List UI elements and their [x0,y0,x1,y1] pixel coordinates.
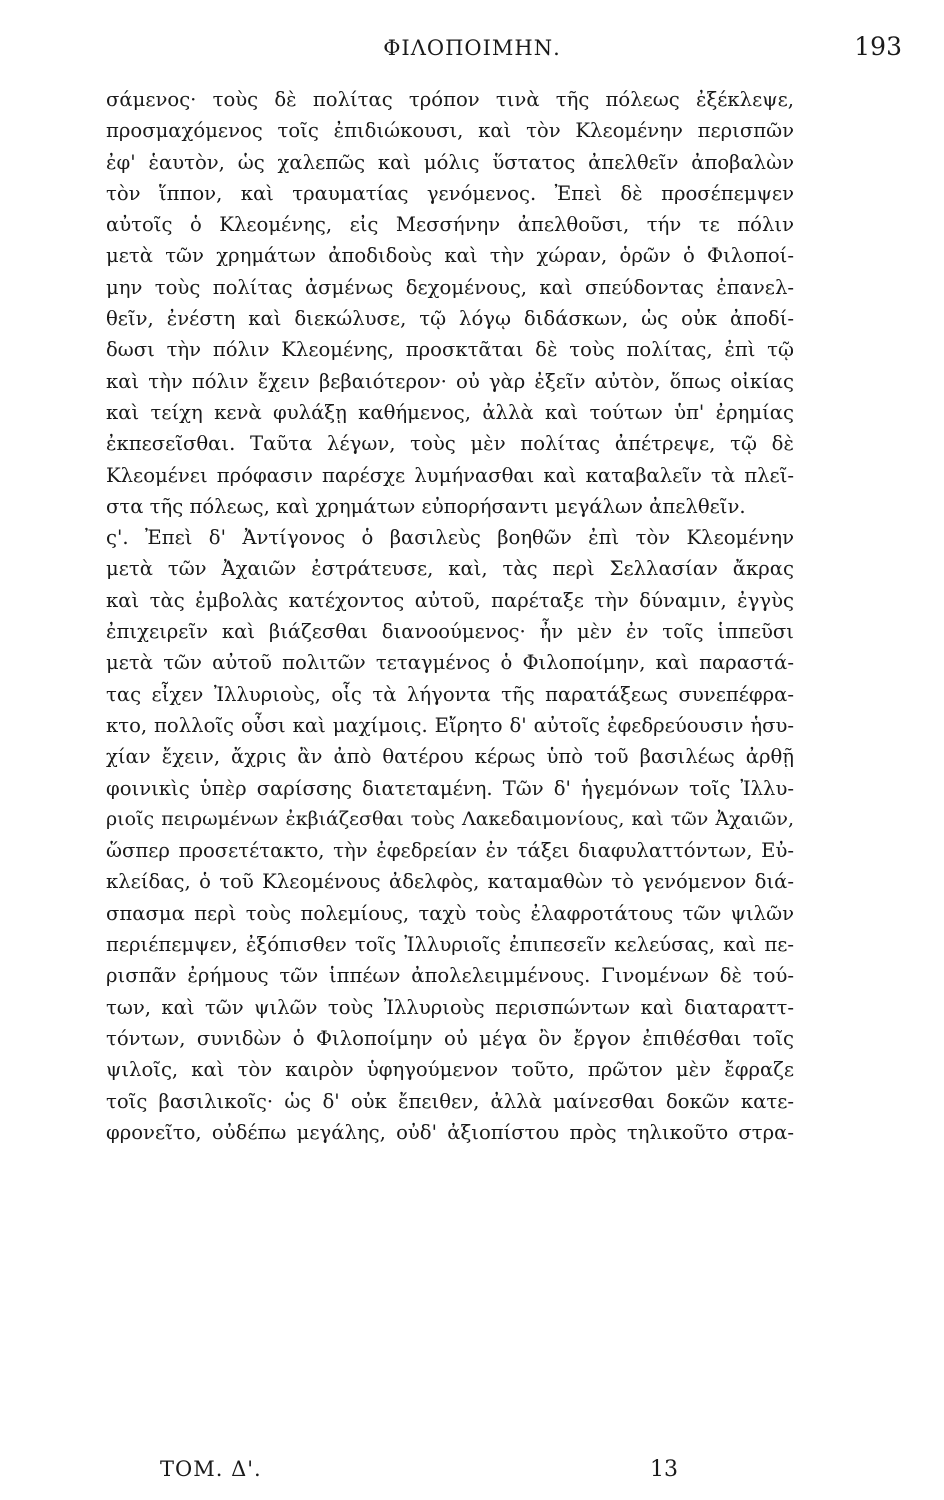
text-line: ριοῖς πειρωμένων ἐκβιάζεσθαι τοὺς Λακεδαιμονίους, καὶ τῶν Ἀχαιῶν, [106,807,794,830]
text-line: καὶ τὰς ἐμβολὰς κατέχοντος αὐτοῦ, παρέταξε τὴν δύναμιν, ἐγγὺς [106,588,794,612]
text-line: τας εἶχεν Ἰλλυριοὺς, οἷς τὰ λήγοντα τῆς παρατάξεως συνεπέφρα- [106,682,794,706]
text-line: μετὰ τῶν χρημάτων ἀποδιδοὺς καὶ τὴν χώραν, ὁρῶν ὁ Φιλοποί- [106,244,794,268]
text-line: ἐπιχειρεῖν καὶ βιάζεσθαι διανοούμενος· ἦν μὲν ἐν τοῖς ἱππεῦσι [106,620,794,644]
text-line: ρισπᾶν ἐρήμους τῶν ἱππέων ἀπολελειμμένους. Γινομένων δὲ τού- [106,964,794,988]
text-line: τοῖς βασιλικοῖς· ὡς δ' οὐκ ἔπειθεν, ἀλλὰ μαίνεσθαι δοκῶν κατε- [106,1089,794,1113]
running-title: ΦΙΛΟΠΟΙΜΗΝ. [383,36,561,60]
text-line: ὥσπερ προσετέτακτο, τὴν ἐφεδρείαν ἐν τάξει διαφυλαττόντων, Εὐ- [106,839,794,863]
text-line: Κλεομένει πρόφασιν παρέσχε λυμήνασθαι καὶ καταβαλεῖν τὰ πλεῖ- [106,463,794,487]
text-line: καὶ τείχη κενὰ φυλάξῃ καθήμενος, ἀλλὰ καὶ τούτων ὑπ' ἐρημίας [106,400,794,424]
text-line: προσμαχόμενος τοῖς ἐπιδιώκουσι, καὶ τὸν Κλεομένην περισπῶν [106,119,794,143]
text-line: σάμενος· τοὺς δὲ πολίτας τρόπον τινὰ τῆς πόλεως ἐξέκλεψε, [106,88,794,111]
text-line: των, καὶ τῶν ψιλῶν τοὺς Ἰλλυριοὺς περισπώντων καὶ διαταραττ- [106,995,794,1019]
volume-signature: ΤΟΜ. Δ'. [160,1457,262,1481]
text-line: ἐκπεσεῖσθαι. Ταῦτα λέγων, τοὺς μὲν πολίτας ἀπέτρεψε, τῷ δὲ [106,432,794,456]
text-line: σπασμα περὶ τοὺς πολεμίους, ταχὺ τοὺς ἐλαφροτάτους τῶν ψιλῶν [106,901,794,925]
text-line: τόντων, συνιδὼν ὁ Φιλοποίμην οὐ μέγα ὂν ἔργον ἐπιθέσθαι τοῖς [106,1026,794,1050]
text-line: ς'. Ἐπεὶ δ' Ἀντίγονος ὁ βασιλεὺς βοηθῶν ἐπὶ τὸν Κλεομένην [106,526,794,550]
text-line: στα τῆς πόλεως, καὶ χρημάτων εὐπορήσαντι μεγάλων ἀπελθεῖν. [106,494,746,518]
sheet-signature: 13 [650,1457,678,1482]
text-line: ἐφ' ἑαυτὸν, ὡς χαλεπῶς καὶ μόλις ὕστατος ἀπελθεῖν ἀποβαλὼν [106,150,794,174]
text-line: θεῖν, ἐνέστη καὶ διεκώλυσε, τῷ λόγῳ διδάσκων, ὡς οὐκ ἀποδί- [106,307,794,331]
body-text [106,84,794,1148]
text-line: χίαν ἔχειν, ἄχρις ἂν ἀπὸ θατέρου κέρως ὑπὸ τοῦ βασιλέως ἀρθῇ [106,745,794,769]
text-line: δωσι τὴν πόλιν Κλεομένης, προσκτᾶται δὲ τοὺς πολίτας, ἐπὶ τῷ [106,338,794,362]
page-number: 193 [854,32,902,61]
page-footer [0,1457,944,1487]
text-line: φρονεῖτο, οὐδέπω μεγάλης, οὐδ' ἀξιοπίστου πρὸς τηλικοῦτο στρα- [106,1120,794,1144]
text-line: τὸν ἵππον, καὶ τραυματίας γενόμενος. Ἐπεὶ δὲ προσέπεμψεν [106,181,794,205]
text-line: περιέπεμψεν, ἐξόπισθεν τοῖς Ἰλλυριοῖς ἐπιπεσεῖν κελεύσας, καὶ πε- [106,933,794,957]
text-line: αὐτοῖς ὁ Κλεομένης, εἰς Μεσσήνην ἀπελθοῦσι, τήν τε πόλιν [106,213,794,237]
text-line: ψιλοῖς, καὶ τὸν καιρὸν ὑφηγούμενον τοῦτο, πρῶτον μὲν ἔφραζε [106,1058,794,1082]
text-line: καὶ τὴν πόλιν ἔχειν βεβαιότερον· οὐ γὰρ ἐξεῖν αὐτὸν, ὅπως οἰκίας [106,369,794,393]
text-line: φοινικὶς ὑπὲρ σαρίσσης διατεταμένη. Τῶν δ' ἡγεμόνων τοῖς Ἰλλυ- [106,776,794,800]
text-line: κτο, πολλοῖς οὖσι καὶ μαχίμοις. Εἴρητο δ' αὐτοῖς ἐφεδρεύουσιν ἡσυ- [106,713,794,737]
text-line: μετὰ τῶν Ἀχαιῶν ἐστράτευσε, καὶ, τὰς περὶ Σελλασίαν ἄκρας [106,557,794,581]
text-line: μετὰ τῶν αὐτοῦ πολιτῶν τεταγμένος ὁ Φιλοποίμην, καὶ παραστά- [106,651,794,675]
text-line: μην τοὺς πολίτας ἀσμένως δεχομένους, καὶ σπεύδοντας ἐπανελ- [106,275,794,299]
text-line: κλείδας, ὁ τοῦ Κλεομένους ἀδελφὸς, καταμαθὼν τὸ γενόμενον διά- [106,870,794,894]
